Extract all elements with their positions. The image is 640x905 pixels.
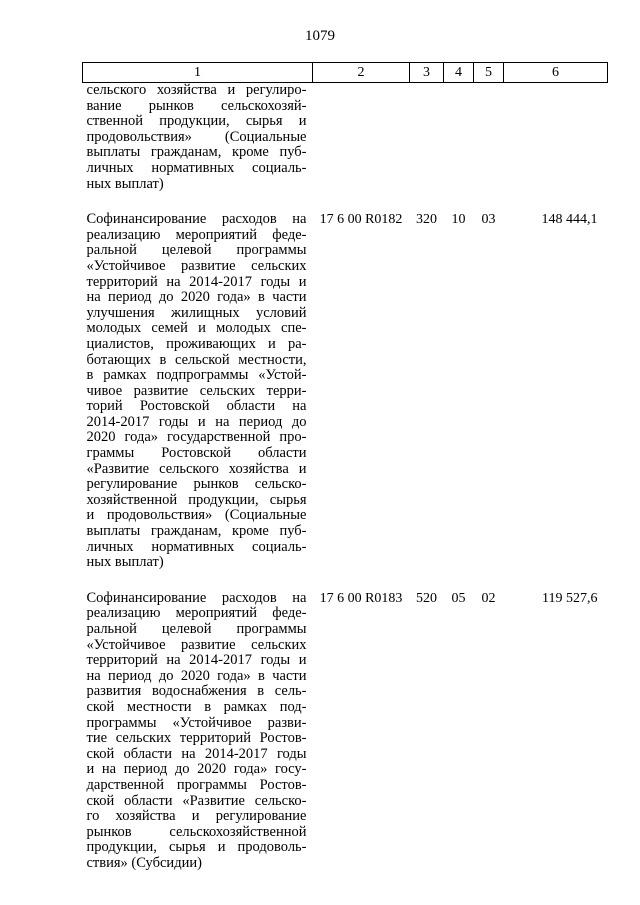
description-line: молодых семей и молодых спе- bbox=[86, 320, 307, 337]
description-line: «Устойчивое развитие сельских bbox=[86, 636, 307, 653]
description-line: и на период до 2020 года» госу- bbox=[86, 761, 307, 778]
column-header-2: 2 bbox=[313, 63, 410, 83]
description-line: ской области «Развитие сельско- bbox=[86, 792, 307, 809]
description-line: территорий на 2014-2017 годы и bbox=[86, 273, 307, 290]
description-line: и продовольствия» (Социальные bbox=[86, 507, 307, 524]
column-header-6: 6 bbox=[504, 63, 608, 83]
description-line: ботающих в сельской местности, bbox=[86, 351, 307, 368]
description-line: Софинансирование расходов на bbox=[86, 589, 307, 606]
description-line: продукции, сырья и продоволь- bbox=[86, 839, 307, 856]
description-line: ской местности в рамках под- bbox=[86, 698, 307, 715]
target-article-code-cell: 17 6 00 R0182 bbox=[319, 212, 403, 228]
description-line: вание рынков сельскохозяй- bbox=[86, 97, 307, 114]
target-article-code-cell: 17 6 00 R0183 bbox=[319, 590, 403, 606]
amount-cell: 119 527,6 bbox=[542, 590, 598, 606]
description-line: личных нормативных социаль- bbox=[86, 159, 307, 176]
description-line: хозяйственной продукции, сырья bbox=[86, 491, 307, 508]
table-row bbox=[83, 83, 608, 193]
expense-type-cell: 320 bbox=[416, 212, 437, 228]
description-line: 2014-2017 годы и на период до bbox=[86, 413, 307, 430]
description-line: ственной продукции, сырья и bbox=[86, 113, 307, 130]
column-header-4: 4 bbox=[444, 63, 474, 83]
spacer-cell bbox=[504, 192, 608, 212]
description-line: развития водоснабжения в сель- bbox=[86, 683, 307, 700]
section-cell: 10 bbox=[451, 212, 466, 228]
column-header-3: 3 bbox=[410, 63, 444, 83]
description-line: ральной целевой программы bbox=[86, 621, 307, 637]
amount-cell bbox=[504, 83, 608, 193]
description-line: дарственной программы Ростов- bbox=[86, 776, 307, 793]
description-cell bbox=[83, 83, 313, 193]
spacer-cell bbox=[474, 571, 504, 591]
spacer-cell bbox=[410, 192, 444, 212]
description-line: на период до 2020 года» в части bbox=[86, 667, 307, 684]
description-line: чивое развитие сельских терри- bbox=[86, 382, 307, 399]
description-line: сельского хозяйства и регулиро- bbox=[86, 82, 307, 98]
description-line: Софинансирование расходов на bbox=[86, 211, 307, 228]
subsection-cell: 02 bbox=[481, 590, 496, 606]
description-line: ральной целевой программы bbox=[86, 242, 307, 259]
row-spacer bbox=[83, 571, 608, 591]
spacer-cell bbox=[410, 571, 444, 591]
description-line: на период до 2020 года» в части bbox=[86, 289, 307, 306]
page-number: 1079 bbox=[305, 28, 335, 44]
description-line: личных нормативных социаль- bbox=[86, 538, 307, 555]
subsection-cell bbox=[474, 83, 504, 193]
subsection-cell: 03 bbox=[481, 212, 496, 228]
description-line: улучшения жилищных условий bbox=[86, 304, 307, 321]
spacer-cell bbox=[474, 192, 504, 212]
description-line: реализацию мероприятий феде- bbox=[86, 226, 307, 243]
table-body bbox=[83, 83, 608, 872]
description-cell bbox=[83, 591, 313, 872]
description-line: «Развитие сельского хозяйства и bbox=[86, 460, 307, 477]
description-line: реализацию мероприятий феде- bbox=[86, 605, 307, 622]
header-row bbox=[83, 63, 608, 83]
expense-type-cell: 520 bbox=[416, 590, 437, 606]
description-line: ствия» (Субсидии) bbox=[86, 854, 202, 871]
description-line: в рамках подпрограммы «Устой- bbox=[86, 367, 307, 384]
description-cell bbox=[83, 212, 313, 571]
description-line: программы «Устойчивое разви- bbox=[86, 714, 307, 731]
description-line: граммы Ростовской области bbox=[86, 445, 307, 462]
description-line: рынков сельскохозяйственной bbox=[86, 823, 307, 840]
column-header-1: 1 bbox=[83, 63, 313, 83]
target-article-code-cell bbox=[313, 83, 410, 193]
spacer-cell bbox=[313, 192, 410, 212]
description-line: выплаты гражданам, кроме пуб- bbox=[86, 144, 307, 161]
table-row bbox=[83, 212, 608, 571]
spacer-cell bbox=[444, 571, 474, 591]
description-line: ской области на 2014-2017 годы bbox=[86, 745, 307, 762]
column-header-5: 5 bbox=[474, 63, 504, 83]
table-header bbox=[83, 63, 608, 83]
description-line: циалистов, проживающих и ра- bbox=[86, 335, 307, 352]
description-line: торий Ростовской области на bbox=[86, 398, 307, 415]
budget-table bbox=[82, 62, 608, 872]
spacer-cell bbox=[83, 192, 313, 212]
description-line: тие сельских территорий Ростов- bbox=[86, 730, 307, 747]
description-line: го хозяйства и регулирование bbox=[86, 808, 307, 825]
description-line: ных выплат) bbox=[86, 554, 164, 571]
section-cell: 05 bbox=[451, 590, 466, 606]
expense-type-cell bbox=[410, 83, 444, 193]
row-spacer bbox=[83, 192, 608, 212]
description-line: «Устойчивое развитие сельских bbox=[86, 257, 307, 274]
spacer-cell bbox=[313, 571, 410, 591]
description-line: 2020 года» государственной про- bbox=[86, 429, 307, 446]
table-row bbox=[83, 591, 608, 872]
spacer-cell bbox=[444, 192, 474, 212]
description-line: регулирование рынков сельско- bbox=[86, 476, 307, 493]
spacer-cell bbox=[83, 571, 313, 591]
spacer-cell bbox=[504, 571, 608, 591]
description-line: ных выплат) bbox=[86, 175, 164, 192]
description-line: территорий на 2014-2017 годы и bbox=[86, 652, 307, 669]
amount-cell: 148 444,1 bbox=[541, 212, 598, 228]
description-line: выплаты гражданам, кроме пуб- bbox=[86, 523, 307, 540]
section-cell bbox=[444, 83, 474, 193]
description-line: продовольствия» (Социальные bbox=[86, 128, 307, 145]
